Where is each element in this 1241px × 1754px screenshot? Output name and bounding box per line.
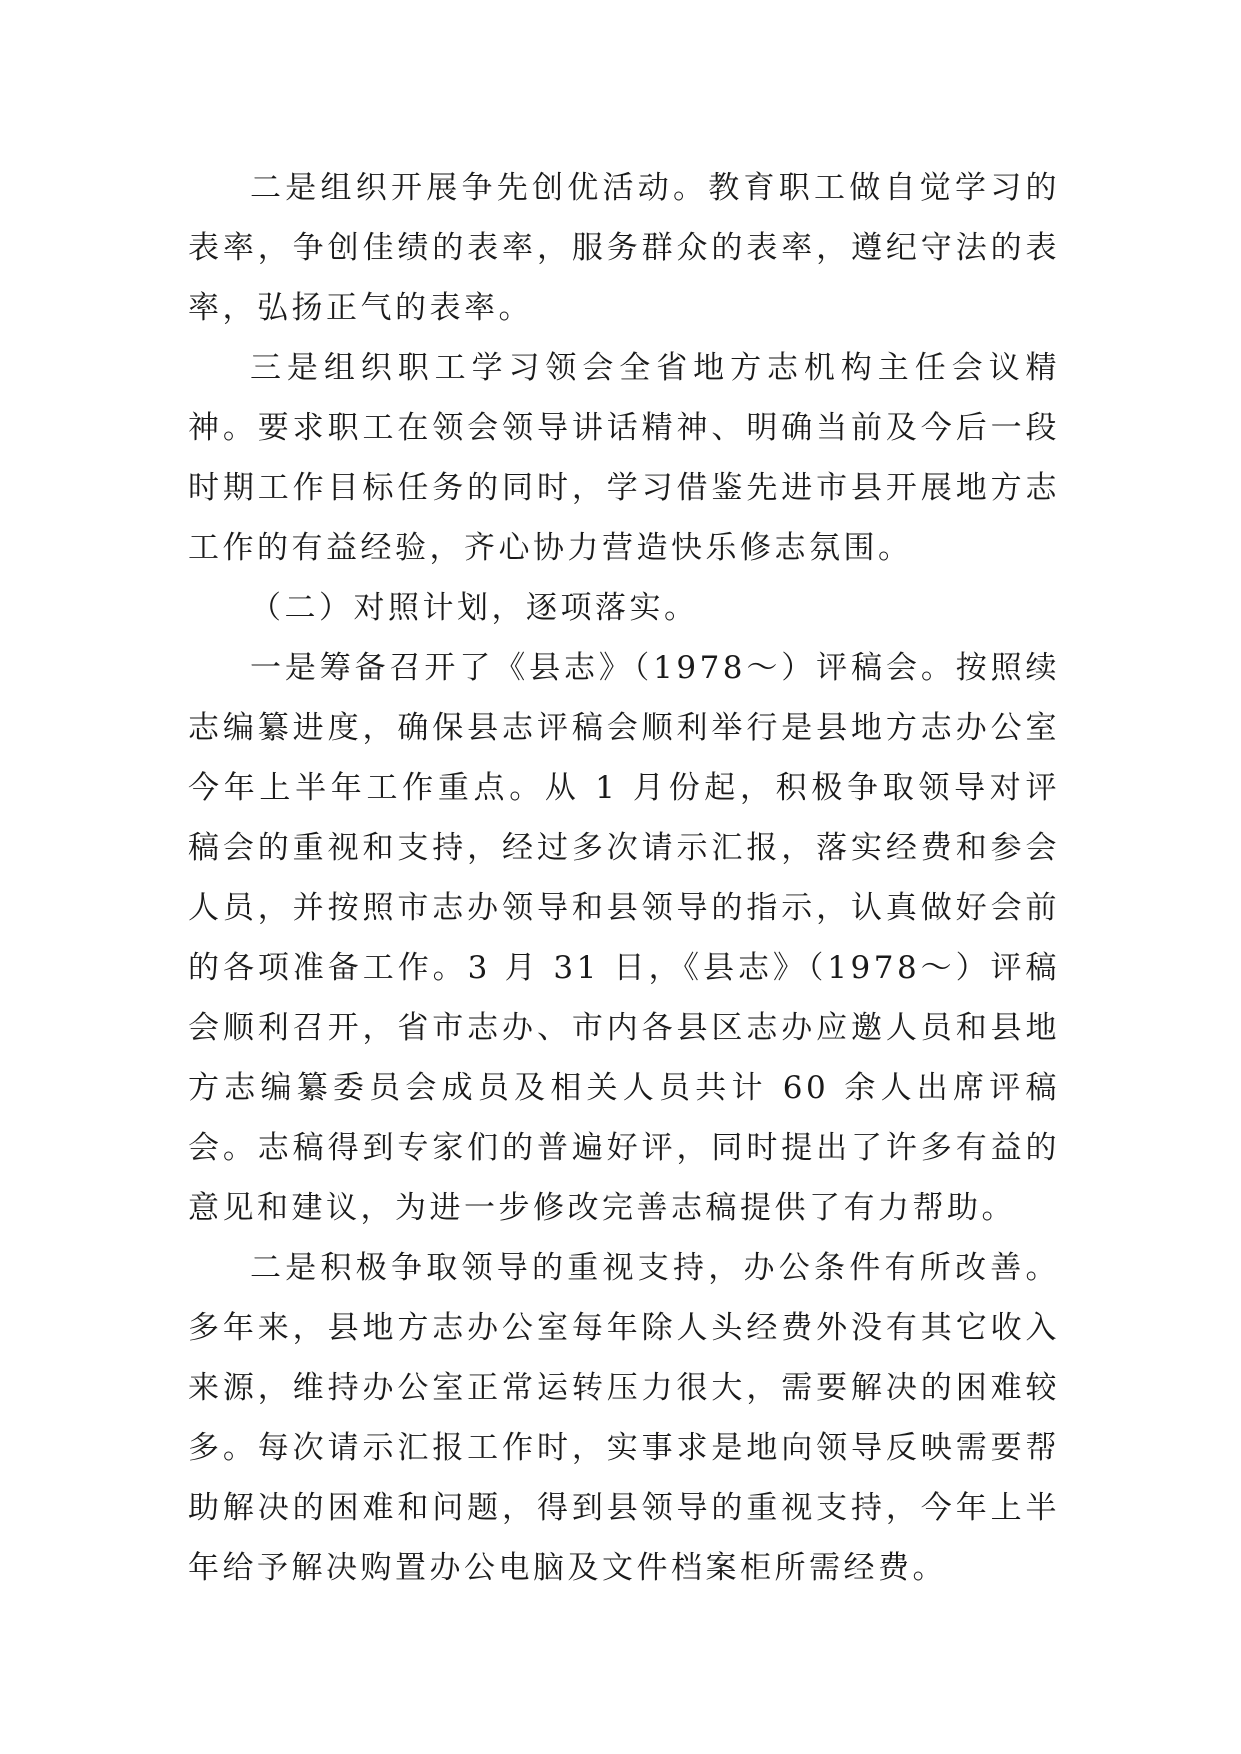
- document-body: [188, 158, 1060, 1598]
- paragraph-competition-activity: 二是组织开展争先创优活动。教育职工做自觉学习的表率，争创佳绩的表率，服务群众的表率，遵纪守法的表率，弘扬正气的表率。: [188, 170, 1060, 326]
- section-heading-plan-implementation: （二）对照计划，逐项落实。: [250, 590, 699, 626]
- paragraph-conference-study: 三是组织职工学习领会全省地方志机构主任会议精神。要求职工在领会领导讲话精神、明确当前及今后一段时期工作目标任务的同时，学习借鉴先进市县开展地方志工作的有益经验，齐心协力营造快乐修志氛围。: [188, 350, 1060, 566]
- paragraph-office-conditions: 二是积极争取领导的重视支持，办公条件有所改善。多年来，县地方志办公室每年除人头经费外没有其它收入来源，维持办公室正常运转压力很大，需要解决的困难较多。每次请示汇报工作时，实事求是地向领导反映需要帮助解决的困难和问题，得到县领导的重视支持，今年上半年给予解决购置办公电脑及文件档案柜所需经费。: [188, 1250, 1060, 1586]
- paragraph-review-meeting: 一是筹备召开了《县志》（1978～）评稿会。按照续志编纂进度，确保县志评稿会顺利举行是县地方志办公室今年上半年工作重点。从 1 月份起，积极争取领导对评稿会的重视和支持，经过多次请示汇报，落实经费和参会人员，并按照市志办领导和县领导的指示，认真做好会前的各项准备工作。3 月 31 日，《县志》（1978～）评稿会顺利召开，省市志办、市内各县区志办应邀人员和县地方志编纂委员会成员及相关人员共计 60 余人出席评稿会。志稿得到专家们的普遍好评，同时提出了许多有益的意见和建议，为进一步修改完善志稿提供了有力帮助。: [188, 650, 1060, 1226]
